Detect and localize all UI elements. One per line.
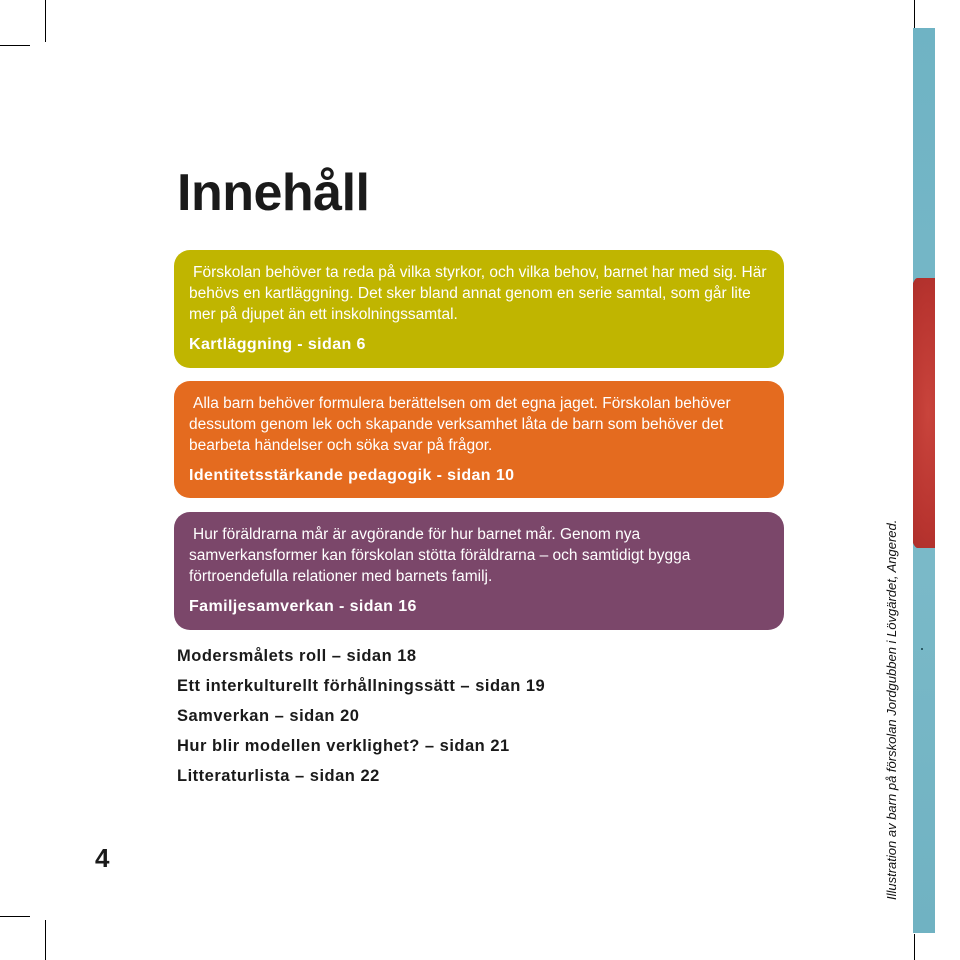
toc-item[interactable]: Hur blir modellen verklighet? – sidan 21 <box>177 737 510 755</box>
toc-item[interactable]: Ett interkulturellt förhållningssätt – sidan 19 <box>177 677 546 695</box>
section-description: Alla barn behöver formulera berättelsen om det egna jaget. Förskolan behöver dessutom genom lek och skapande verksamhet låta de barn som behöver det bearbeta händelser och söka svar på frågor. <box>189 395 731 454</box>
crop-mark <box>45 0 46 42</box>
illustration-detail <box>921 648 923 650</box>
child-illustration-strip <box>913 28 935 933</box>
crop-mark <box>914 934 915 960</box>
section-card-kartlaggning <box>174 250 784 368</box>
page-title: Innehåll <box>177 164 370 222</box>
section-link-familjesamverkan[interactable]: Familjesamverkan - sidan 16 <box>189 598 417 615</box>
illustration-red-shape <box>913 278 935 548</box>
page-number: 4 <box>95 843 110 873</box>
toc-item[interactable]: Modersmålets roll – sidan 18 <box>177 647 417 665</box>
section-description: Hur föräldrarna mår är avgörande för hur barnet mår. Genom nya samverkansformer kan förskolan stötta föräldrarna – och samtidigt bygga förtroendefulla relationer med barnets familj. <box>189 526 691 585</box>
table-of-contents <box>177 645 545 795</box>
crop-mark <box>45 920 46 960</box>
section-card-identitet <box>174 381 784 498</box>
section-link-kartlaggning[interactable]: Kartläggning - sidan 6 <box>189 336 366 353</box>
crop-mark <box>0 45 30 46</box>
section-card-familjesamverkan <box>174 512 784 630</box>
section-link-identitet[interactable]: Identitetsstärkande pedagogik - sidan 10 <box>189 467 515 484</box>
section-description: Förskolan behöver ta reda på vilka styrkor, och vilka behov, barnet har med sig. Här behövs en kartläggning. Det sker bland annat genom en serie samtal, som går lite mer på djupet än ett inskolningssamtal. <box>189 264 767 323</box>
crop-mark <box>0 916 30 917</box>
toc-item[interactable]: Samverkan – sidan 20 <box>177 707 360 725</box>
crop-mark <box>914 0 915 28</box>
illustration-credit: Illustration av barn på förskolan Jordgubben i Lövgärdet, Angered. <box>884 519 899 900</box>
toc-item[interactable]: Litteraturlista – sidan 22 <box>177 767 380 785</box>
